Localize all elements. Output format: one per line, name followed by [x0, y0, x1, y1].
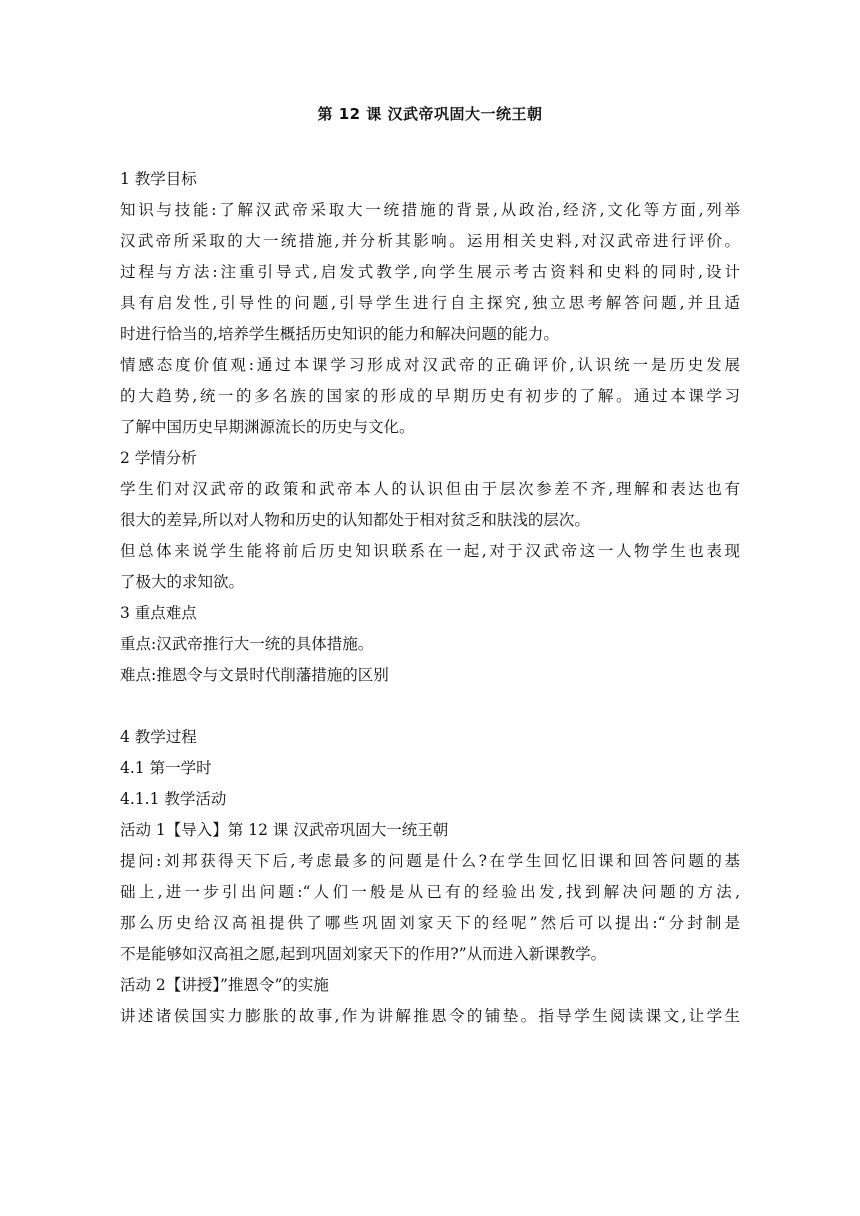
text-line: 了极大的求知欲。	[120, 573, 245, 591]
text-line: 重点:汉武帝推行大一统的具体措施。	[120, 635, 374, 653]
text-line: 础上,进一步引出问题:“人们一般是从已有的经验出发,找到解决问题的方法,	[120, 883, 740, 901]
text-line: 提问:刘邦获得天下后,考虑最多的问题是什么?在学生回忆旧课和回答问题的基	[120, 852, 740, 870]
text-line: 汉武帝所采取的大一统措施,并分析其影响。运用相关史料,对汉武帝进行评价。	[120, 232, 740, 250]
section-heading-teaching-process: 4 教学过程	[120, 728, 197, 746]
blank-line	[120, 691, 740, 722]
subsection-heading: 4.1 第一学时	[120, 759, 212, 777]
text-line: 难点:推恩令与文景时代削藩措施的区别	[120, 666, 389, 684]
text-line: 情感态度价值观:通过本课学习形成对汉武帝的正确评价,认识统一是历史发展	[120, 356, 740, 374]
text-line: 那么历史给汉高祖提供了哪些巩固刘家天下的经呢”然后可以提出:“分封制是	[120, 914, 740, 932]
document-title: 第 12 课 汉武帝巩固大一统王朝	[317, 105, 543, 123]
text-line: 很大的差异,所以对人物和历史的认知都处于相对贫乏和肤浅的层次。	[120, 511, 590, 529]
text-line: 不是能够如汉高祖之愿,起到巩固刘家天下的作用?”从而进入新课教学。	[120, 945, 607, 963]
text-line: 但总体来说学生能将前后历史知识联系在一起,对于汉武帝这一人物学生也表现	[120, 542, 740, 560]
section-heading-teaching-goals: 1 教学目标	[120, 170, 197, 188]
text-line: 学生们对汉武帝的政策和武帝本人的认识但由于层次参差不齐,理解和表达也有	[120, 480, 740, 498]
section-heading-key-points: 3 重点难点	[120, 604, 197, 622]
section-heading-student-analysis: 2 学情分析	[120, 449, 197, 467]
text-line: 讲述诸侯国实力膨胀的故事,作为讲解推恩令的铺垫。指导学生阅读课文,让学生	[120, 1007, 740, 1025]
text-line: 了解中国历史早期渊源流长的历史与文化。	[120, 418, 415, 436]
text-line: 的大趋势,统一的多名族的国家的形成的早期历史有初步的了解。通过本课学习	[120, 387, 740, 405]
document-body	[120, 164, 740, 1032]
text-line: 过程与方法:注重引导式,启发式教学,向学生展示考古资料和史料的同时,设计	[120, 263, 740, 281]
activity-heading: 活动 1【导入】第 12 课 汉武帝巩固大一统王朝	[120, 821, 449, 839]
text-line: 具有启发性,引导性的问题,引导学生进行自主探究,独立思考解答问题,并且适	[120, 294, 740, 312]
activity-heading: 活动 2【讲授】”推恩令”的实施	[120, 976, 329, 994]
text-line: 时进行恰当的,培养学生概括历史知识的能力和解决问题的能力。	[120, 325, 559, 343]
text-line: 知识与技能:了解汉武帝采取大一统措施的背景,从政治,经济,文化等方面,列举	[120, 201, 740, 219]
subsection-heading: 4.1.1 教学活动	[120, 790, 227, 808]
